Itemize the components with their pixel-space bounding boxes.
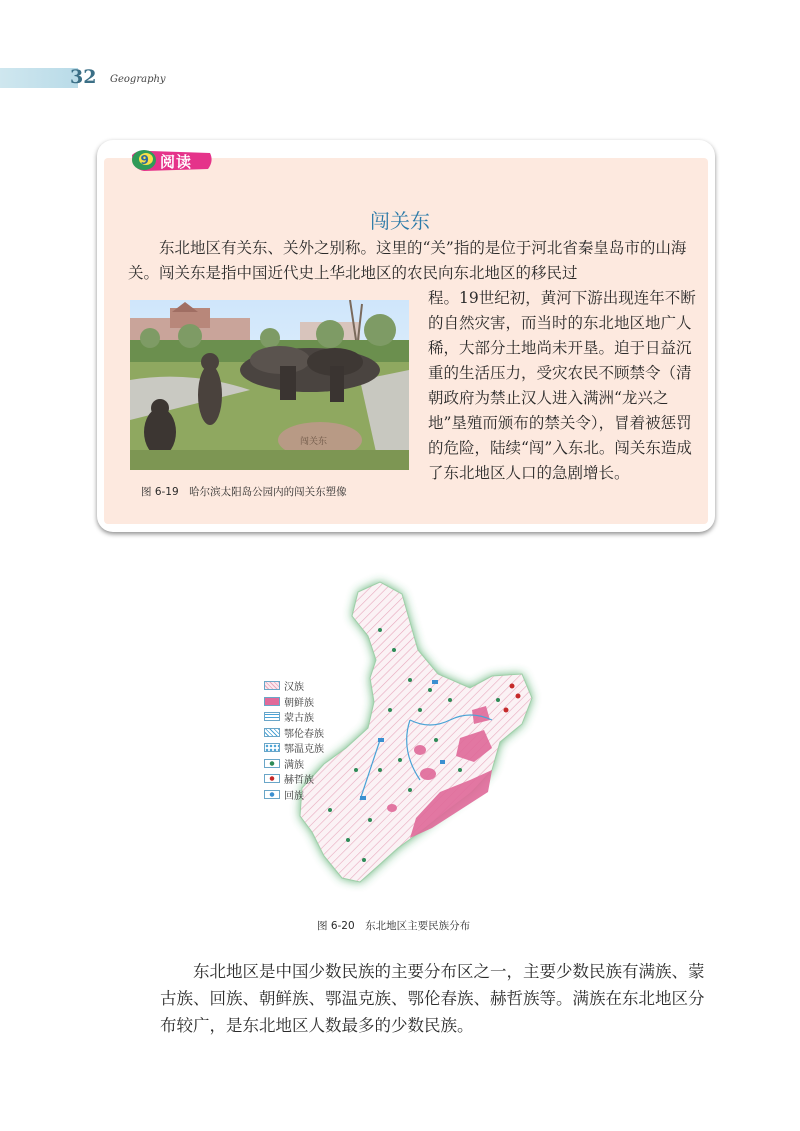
legend-label: 汉族 xyxy=(284,682,304,694)
legend-item xyxy=(264,709,324,725)
legend-label: 赫哲族 xyxy=(284,775,314,787)
legend-label: 朝鲜族 xyxy=(284,697,314,709)
reading-paragraph-top: 东北地区有关东、关外之别称。这里的“关”指的是位于河北省秦皇岛市的山海关。闯关东是指中国近代史上华北地区的农民向东北地区的移民过 xyxy=(128,239,687,282)
legend-item xyxy=(264,694,324,710)
subject-label: Geography xyxy=(110,74,166,85)
legend-label: 蒙古族 xyxy=(284,713,314,725)
page-number: 32 xyxy=(70,66,97,88)
blue-lines-icon xyxy=(264,712,280,721)
legend-label: 鄂温克族 xyxy=(284,744,324,756)
hatch-pattern-icon xyxy=(264,681,280,690)
red-dot-icon xyxy=(264,774,280,783)
map-caption: 图 6-20 东北地区主要民族分布 xyxy=(317,920,471,932)
blue-diamond-icon xyxy=(264,790,280,799)
legend-label: 满族 xyxy=(284,759,304,771)
photo-caption: 图 6-19 哈尔滨太阳岛公园内的闯关东塑像 xyxy=(141,486,347,498)
legend-item xyxy=(264,725,324,741)
svg-text:闯关东: 闯关东 xyxy=(300,437,328,447)
pink-fill-icon xyxy=(264,697,280,706)
legend-item xyxy=(264,771,324,787)
reading-title: 闯关东 xyxy=(370,209,430,233)
map-legend xyxy=(264,678,324,802)
legend-item xyxy=(264,678,324,694)
closing-paragraph: 东北地区是中国少数民族的主要分布区之一，主要少数民族有满族、蒙古族、回族、朝鲜族、鄂温克族、鄂伦春族、赫哲族等。满族在东北地区分布较广，是东北地区人数最多的少数民族。 xyxy=(160,962,705,1035)
blue-dots-icon xyxy=(264,743,280,752)
legend-item xyxy=(264,787,324,803)
reading-paragraph-side: 程。19世纪初，黄河下游出现连年不断的自然灾害，而当时的东北地区地广人稀，大部分土地尚未开垦。迫于日益沉重的生活压力，受灾农民不顾禁令（清朝政府为禁止汉人进入满洲“龙兴之地”垦殖而颁布的禁关令），冒着被惩罚的危险，陆续“闯”入东北。闯关东造成了东北地区人口的急剧增长。 xyxy=(428,289,696,482)
legend-label: 回族 xyxy=(284,790,304,802)
legend-item xyxy=(264,740,324,756)
blue-crosses-icon xyxy=(264,728,280,737)
legend-item xyxy=(264,756,324,772)
legend-label: 鄂伦春族 xyxy=(284,728,324,740)
reading-badge-label: 阅读 xyxy=(160,153,193,171)
sculpture-photo xyxy=(130,300,409,470)
green-dot-icon xyxy=(264,759,280,768)
svg-text:9: 9 xyxy=(140,153,149,167)
header-color-band xyxy=(0,68,78,88)
